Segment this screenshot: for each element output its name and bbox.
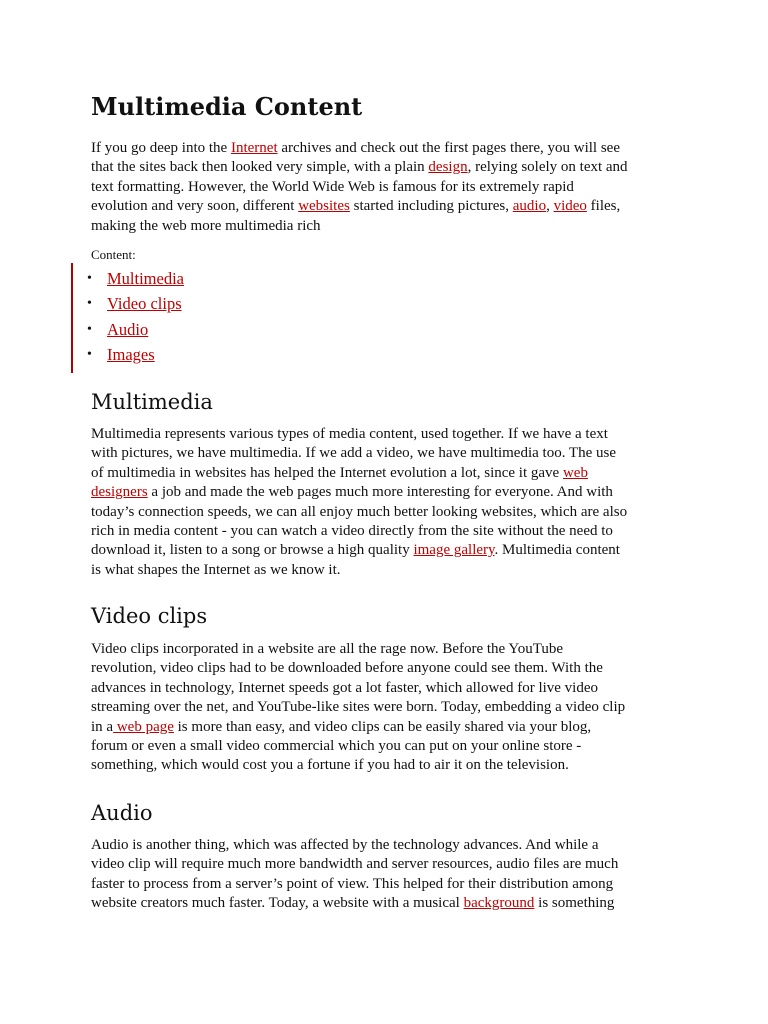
link-internet[interactable]: Internet — [230, 140, 278, 156]
table-of-contents — [87, 266, 184, 367]
audio-text: is something — [534, 895, 615, 912]
toc-border — [71, 263, 73, 373]
page-title: Multimedia Content — [91, 92, 363, 121]
video-text: is more than easy, and video clips can be easily shared via your blog, — [173, 718, 592, 735]
video-text: something, which would cost you a fortune if you had to air it on the television. — [91, 757, 569, 774]
multimedia-text: rich in media content - you can watch a video directly from the site without the need to — [91, 523, 613, 540]
multimedia-text: today’s connection speeds, we can all enjoy much better looking websites, which are also — [91, 503, 628, 520]
multimedia-text: download it, listen to a song or browse a high quality — [91, 542, 414, 559]
section-heading-video-clips: Video clips — [91, 604, 208, 628]
toc-item-images — [87, 342, 184, 367]
multimedia-paragraph — [91, 425, 681, 580]
multimedia-text: of multimedia in websites has helped the Internet evolution a lot, since it gave — [91, 464, 563, 481]
multimedia-text: a job and made the web pages much more interesting for everyone. And with — [147, 484, 613, 501]
video-text: advances in technology, Internet speeds got a lot faster, which allowed for live video — [91, 679, 599, 696]
multimedia-text: Multimedia represents various types of media content, used together. If we have a text — [91, 426, 608, 442]
bullet-icon: • — [87, 296, 92, 312]
intro-text: started including pictures, — [349, 198, 513, 215]
link-video[interactable]: video — [553, 198, 587, 215]
audio-paragraph — [91, 836, 681, 914]
intro-text: archives and check out the first pages there, you will see — [277, 140, 620, 156]
audio-text: faster to process from a server’s point of view. This helped for their distribution among — [91, 875, 614, 892]
multimedia-text: with pictures, we have multimedia. If we add a video, we have multimedia too. The use — [91, 445, 616, 462]
section-heading-audio: Audio — [91, 801, 153, 825]
audio-text: website creators much faster. Today, a website with a musical — [91, 895, 464, 912]
bullet-icon: • — [87, 321, 92, 337]
video-text: revolution, video clips had to be downloaded before anyone could see them. With the — [91, 660, 603, 677]
intro-text: , — [546, 198, 554, 215]
link-design[interactable]: design — [428, 159, 468, 176]
multimedia-text: is what shapes the Internet as we know it. — [91, 561, 341, 578]
toc-item-multimedia — [87, 266, 184, 291]
link-image-gallery[interactable]: image gallery — [413, 542, 495, 559]
intro-text: If you go deep into the — [91, 140, 231, 156]
intro-text: evolution and very soon, different — [91, 198, 299, 215]
intro-paragraph — [91, 139, 681, 236]
toc-label: Content: — [91, 247, 136, 262]
bullet-icon: • — [87, 346, 92, 362]
intro-text: text formatting. However, the World Wide Web is famous for its extremely rapid — [91, 178, 574, 195]
link-web-designers[interactable]: web — [562, 464, 588, 481]
toc-link-video-clips[interactable]: Video clips — [107, 294, 182, 314]
toc-item-audio — [87, 317, 184, 342]
video-text: in a — [91, 718, 114, 735]
link-web-designers[interactable]: designers — [91, 484, 148, 501]
link-websites[interactable]: websites — [298, 198, 350, 215]
audio-text: video clip will require much more bandwidth and server resources, audio files are much — [91, 856, 619, 873]
multimedia-text: . Multimedia content — [494, 542, 620, 559]
audio-text: Audio is another thing, which was affected by the technology advances. And while a — [91, 837, 599, 853]
intro-text: , relying solely on text and — [467, 159, 628, 176]
video-text: forum or even a small video commercial which you can put on your online store - — [91, 738, 582, 755]
intro-text: making the web more multimedia rich — [91, 217, 321, 234]
section-heading-multimedia: Multimedia — [91, 390, 213, 414]
intro-text: that the sites back then looked very simple, with a plain — [91, 159, 429, 176]
toc-item-video-clips — [87, 291, 184, 316]
link-audio[interactable]: audio — [512, 198, 547, 215]
bullet-icon: • — [87, 271, 92, 286]
link-background[interactable]: background — [463, 895, 535, 912]
toc-link-multimedia[interactable]: Multimedia — [107, 269, 184, 288]
video-text: Video clips incorporated in a website are all the rage now. Before the YouTube — [91, 641, 564, 657]
toc-link-images[interactable]: Images — [107, 344, 155, 364]
intro-text: files, — [586, 198, 621, 215]
toc-link-audio[interactable]: Audio — [107, 319, 149, 339]
video-paragraph — [91, 640, 681, 776]
video-text: streaming over the net, and YouTube-like sites were born. Today, embedding a video clip — [91, 699, 626, 716]
link-web-page[interactable]: web page — [113, 718, 174, 735]
